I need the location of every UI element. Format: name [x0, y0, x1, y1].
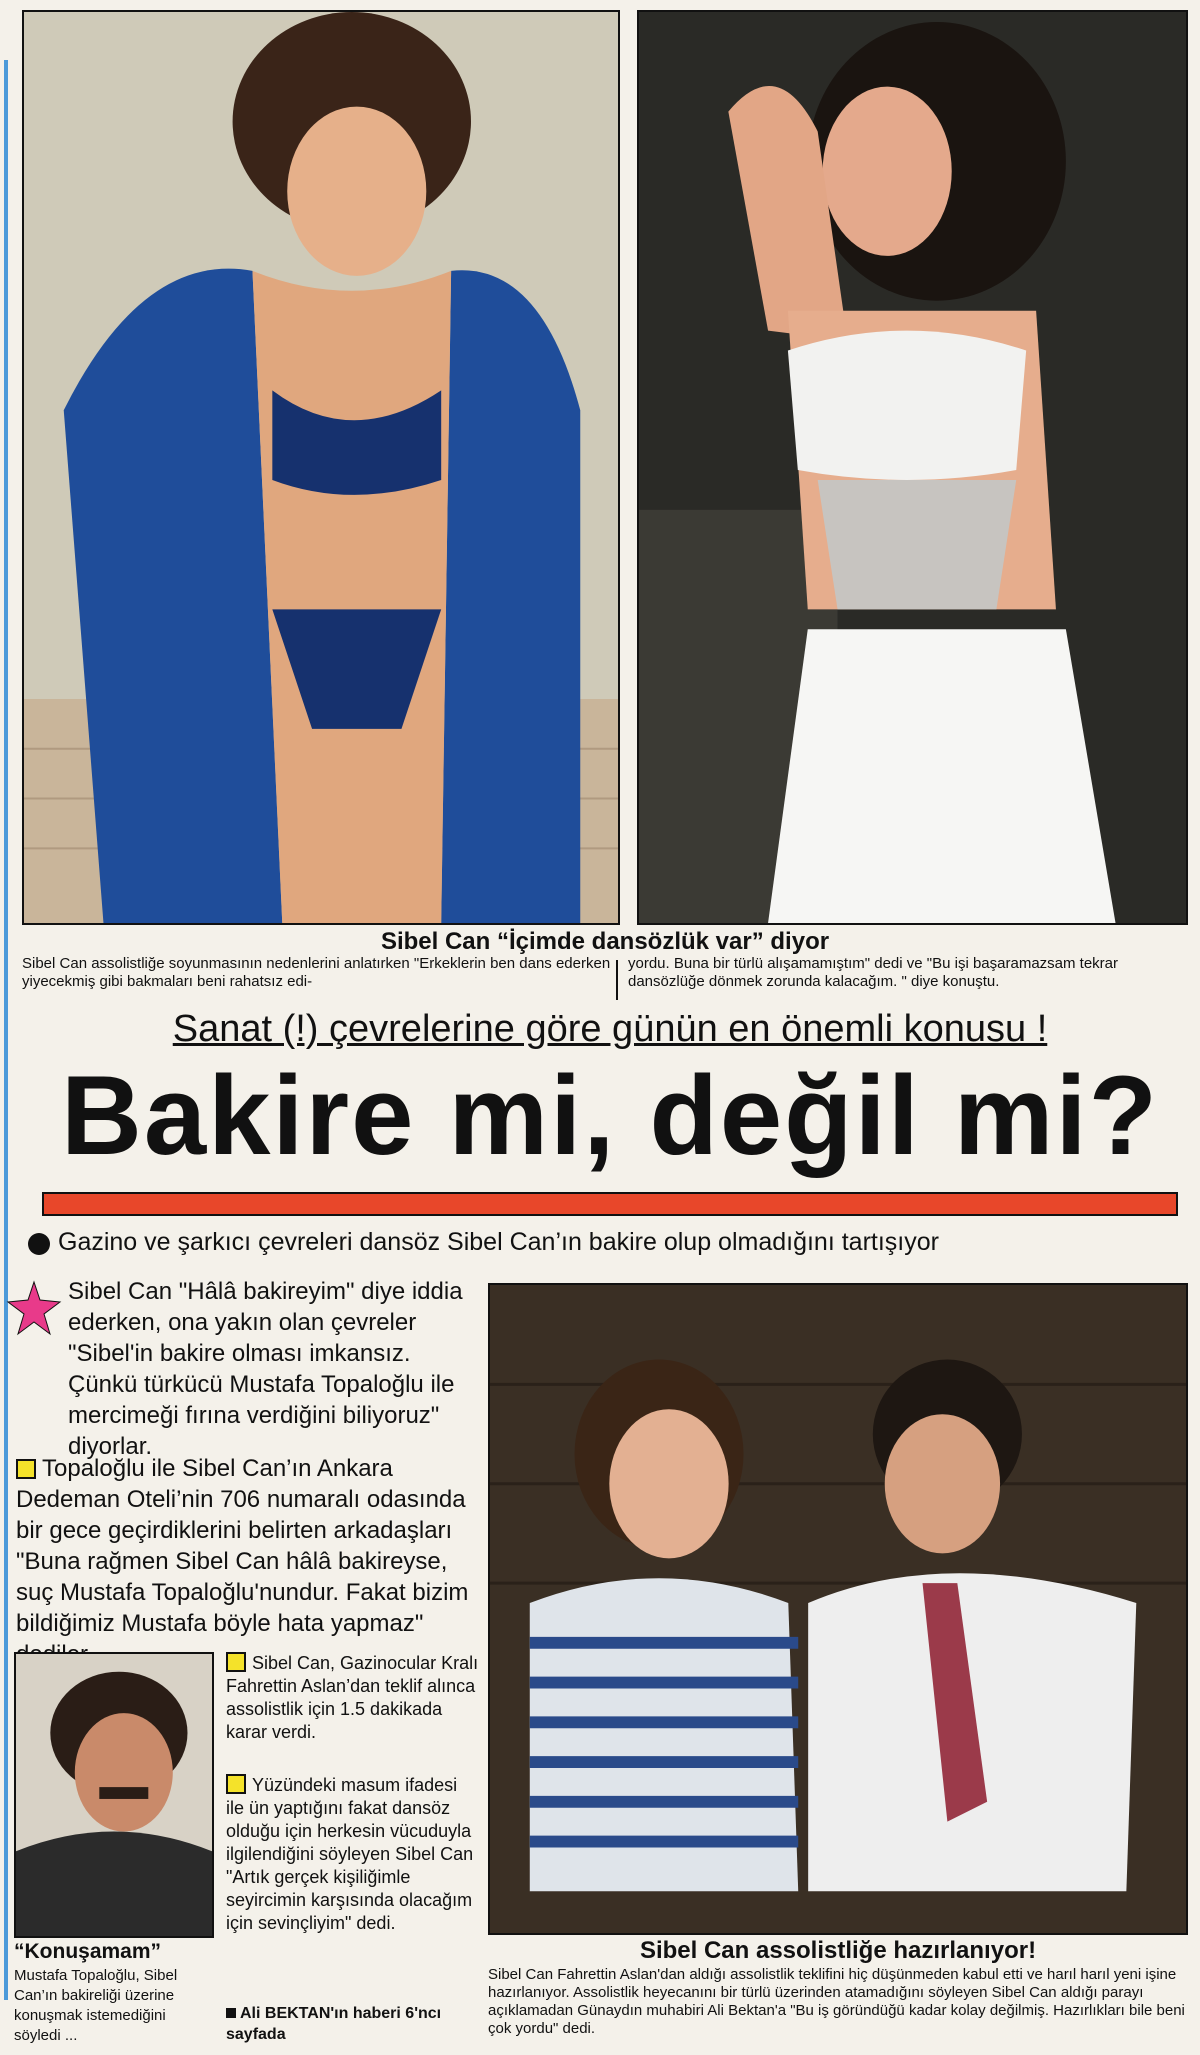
left-margin-rule — [4, 60, 8, 2000]
bottom-photo-caption-title: Sibel Can assolistliğe hazırlanıyor! — [639, 1937, 1037, 1964]
paragraph-3-text: Sibel Can, Gazinocular Kralı Fahrettin Aslan’dan teklif alınca assolistlik için 1.5 dakikada karar verdi. — [226, 1653, 479, 1742]
paragraph-3 — [226, 1652, 480, 1744]
byline-square-icon — [226, 2008, 236, 2018]
mustafa-caption-title: “Konuşamam” — [14, 1940, 162, 1963]
yellow-square-icon — [16, 1459, 36, 1479]
headline: Bakire mi, değil mi? — [60, 1053, 1160, 1178]
byline-text: Ali BEKTAN'ın haberi 6'ncı sayfada — [226, 2005, 442, 2043]
byline — [226, 2003, 480, 2045]
yellow-square-icon — [226, 1652, 246, 1672]
mustafa-caption-text: Mustafa Topaloğlu, Sibel Can’ın bakireliği üzerine konuşmak istemediğini söyledi ... — [14, 1967, 178, 2044]
subhead-bullet — [28, 1233, 50, 1255]
paragraph-2-text: Topaloğlu ile Sibel Can’ın Ankara Dedeman Oteli’nin 706 numaralı odasında bir gece geçirdiklerini belirten arkadaşları "Buna rağmen Sibel Can hâlâ bakireyse, suç Mustafa Topaloğlu'nundur. Fakat bizim bildiğimiz Mustafa böyle hata yapmaz" — [16, 1455, 469, 1637]
paragraph-4-text: Yüzündeki masum ifadesi ile ün yaptığını fakat dansöz olduğu için herkesin vücuduyla ilgilendiğini söyleyen Sibel Can "Artık gerçek kişiliğimle seyircimin karşısında olacağım için sevinçliyim" dedi. — [226, 1775, 474, 1933]
photo-mustafa-topaloglu — [14, 1652, 214, 1938]
photo-sibel-dancing — [637, 10, 1188, 925]
photo-sibel-with-reporter — [488, 1283, 1188, 1935]
top-photo-caption-title: Sibel Can “İçimde dansözlük var” diyor — [380, 928, 830, 955]
kicker: Sanat (!) çevrelerine göre günün en önemli konusu ! — [172, 1008, 1048, 1050]
star-icon — [6, 1280, 62, 1336]
photo-sibel-robe — [22, 10, 620, 925]
subhead: Gazino ve şarkıcı çevreleri dansöz Sibel Can’ın bakire olup olmadığını tartışıyor — [58, 1228, 939, 1256]
paragraph-2 — [16, 1453, 480, 1670]
yellow-square-icon — [226, 1774, 246, 1794]
lead-text: Sibel Can "Hâlâ bakireyim" diye iddia ederken, ona yakın olan çevreler "Sibel'in bakire olması imkansız. Çünkü türkücü Mustafa Topaloğlu ile mercimeği fırına verdiğini biliyoruz" diyorlar. — [68, 1278, 463, 1460]
bottom-caption-text: Sibel Can Fahrettin Aslan'dan aldığı assolistlik teklifini hiç düşünmeden kabul etti ve harıl harıl yeni işine hazırlanıyor. Assolistlik heyecanını bir türlü üzerinden atamadığını söyleyen Sibel Can aldığı parayı açıklamadan Günaydın muhabiri Ali Bektan'a "Bu iş göründüğü kadar kolay değilmiş. Hazırlıkları bile beni çok yordu" dedi. — [488, 1966, 1185, 2037]
paragraph-4 — [226, 1774, 480, 1935]
top-caption-left-text: Sibel Can assolistliğe soyunmasının nedenlerini anlatırken "Erkeklerin ben dans ederken yiyecekmiş gibi bakmaları beni rahatsız edi- — [22, 955, 611, 990]
caption-divider — [616, 960, 618, 1000]
top-caption-right-text: yordu. Buna bir türlü alışamamıştım" dedi ve "Bu işi başaramazsam tekrar dansözlüğe dönmek zorunda kalacağım. " diye konuştu. — [628, 955, 1119, 990]
headline-underline — [42, 1192, 1178, 1216]
